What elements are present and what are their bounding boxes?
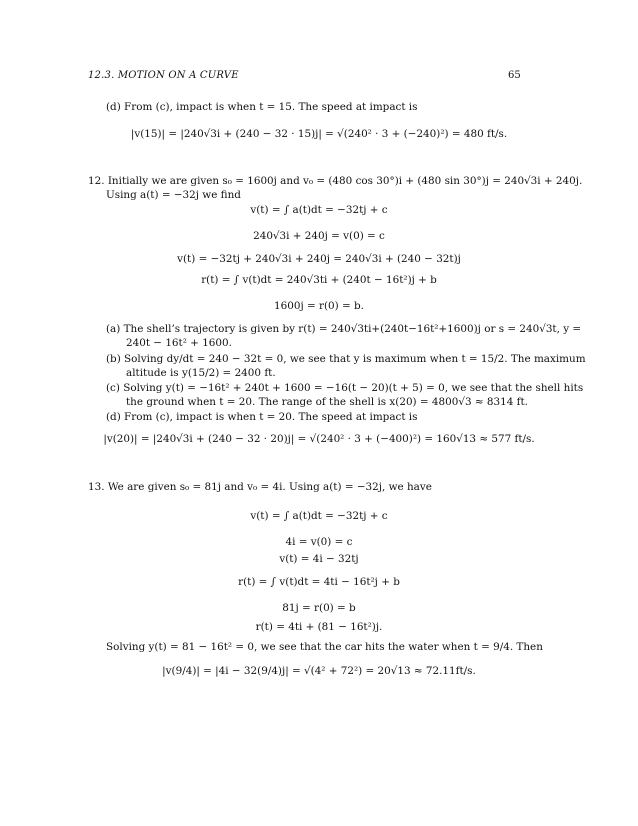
p12-b-line2: altitude is y(15/2) = 2400 ft. — [126, 367, 276, 379]
p12-eq-velocity-integral: v(t) = ∫ a(t)dt = −32tj + c — [250, 204, 388, 216]
p13-final-speed: |v(9/4)| = |4i − 32(9/4)j| = √(4² + 72²) = 20√13 ≈ 72.11ft/s. — [162, 665, 476, 677]
p13-eq-velocity-integral: v(t) = ∫ a(t)dt = −32tj + c — [250, 510, 388, 522]
p12-eq-initial-position: 1600j = r(0) = b. — [274, 300, 364, 312]
p13-eq-initial-position: 81j = r(0) = b — [282, 602, 356, 614]
p12-a-line1: (a) The shell’s trajectory is given by r(t) = 240√3ti+(240t−16t²+1600)j or s = 240√3t, y = — [106, 323, 582, 335]
p12-d-text: (d) From (c), impact is when t = 20. The speed at impact is — [106, 411, 418, 423]
p13-eq-initial-velocity: 4i = v(0) = c — [285, 536, 353, 548]
p12-intro-line1: 12. Initially we are given s₀ = 1600j and v₀ = (480 cos 30°)i + (480 sin 30°)j = 240√3i + 240j. — [88, 175, 583, 187]
p12-a-line2: 240t − 16t² + 1600. — [126, 337, 232, 349]
p12-intro-line2: Using a(t) = −32j we find — [106, 189, 241, 201]
p13-eq-position-integral: r(t) = ∫ v(t)dt = 4ti − 16t²j + b — [238, 576, 400, 588]
p13-eq-position: r(t) = 4ti + (81 − 16t²)j. — [255, 621, 383, 633]
section-header: 12.3. MOTION ON A CURVE — [88, 70, 239, 81]
p12-eq-position-integral: r(t) = ∫ v(t)dt = 240√3ti + (240t − 16t²)j + b — [201, 274, 437, 286]
p12-eq-initial-velocity: 240√3i + 240j = v(0) = c — [253, 230, 385, 242]
p12-d-equation: |v(20)| = |240√3i + (240 − 32 · 20)j| = √(240² · 3 + (−400)²) = 160√13 ≈ 577 ft/s. — [103, 433, 535, 445]
p13-eq-velocity: v(t) = 4i − 32tj — [279, 553, 359, 565]
p12-c-line2: the ground when t = 20. The range of the shell is x(20) = 4800√3 ≈ 8314 ft. — [126, 396, 528, 408]
p13-intro: 13. We are given s₀ = 81j and v₀ = 4i. Using a(t) = −32j, we have — [88, 481, 432, 493]
page-number: 65 — [508, 70, 521, 81]
p12-eq-velocity: v(t) = −32tj + 240√3i + 240j = 240√3i + (240 − 32t)j — [177, 253, 461, 265]
p12-c-line1: (c) Solving y(t) = −16t² + 240t + 1600 = −16(t − 20)(t + 5) = 0, we see that the shell hits — [106, 382, 584, 394]
p13-solving-text: Solving y(t) = 81 − 16t² = 0, we see that the car hits the water when t = 9/4. Then — [106, 641, 543, 653]
p11-d-text: (d) From (c), impact is when t = 15. The speed at impact is — [106, 101, 418, 113]
p11-d-equation: |v(15)| = |240√3i + (240 − 32 · 15)j| = √(240² · 3 + (−240)²) = 480 ft/s. — [130, 128, 508, 140]
p12-b-line1: (b) Solving dy/dt = 240 − 32t = 0, we see that y is maximum when t = 15/2. The maximum — [106, 353, 586, 365]
